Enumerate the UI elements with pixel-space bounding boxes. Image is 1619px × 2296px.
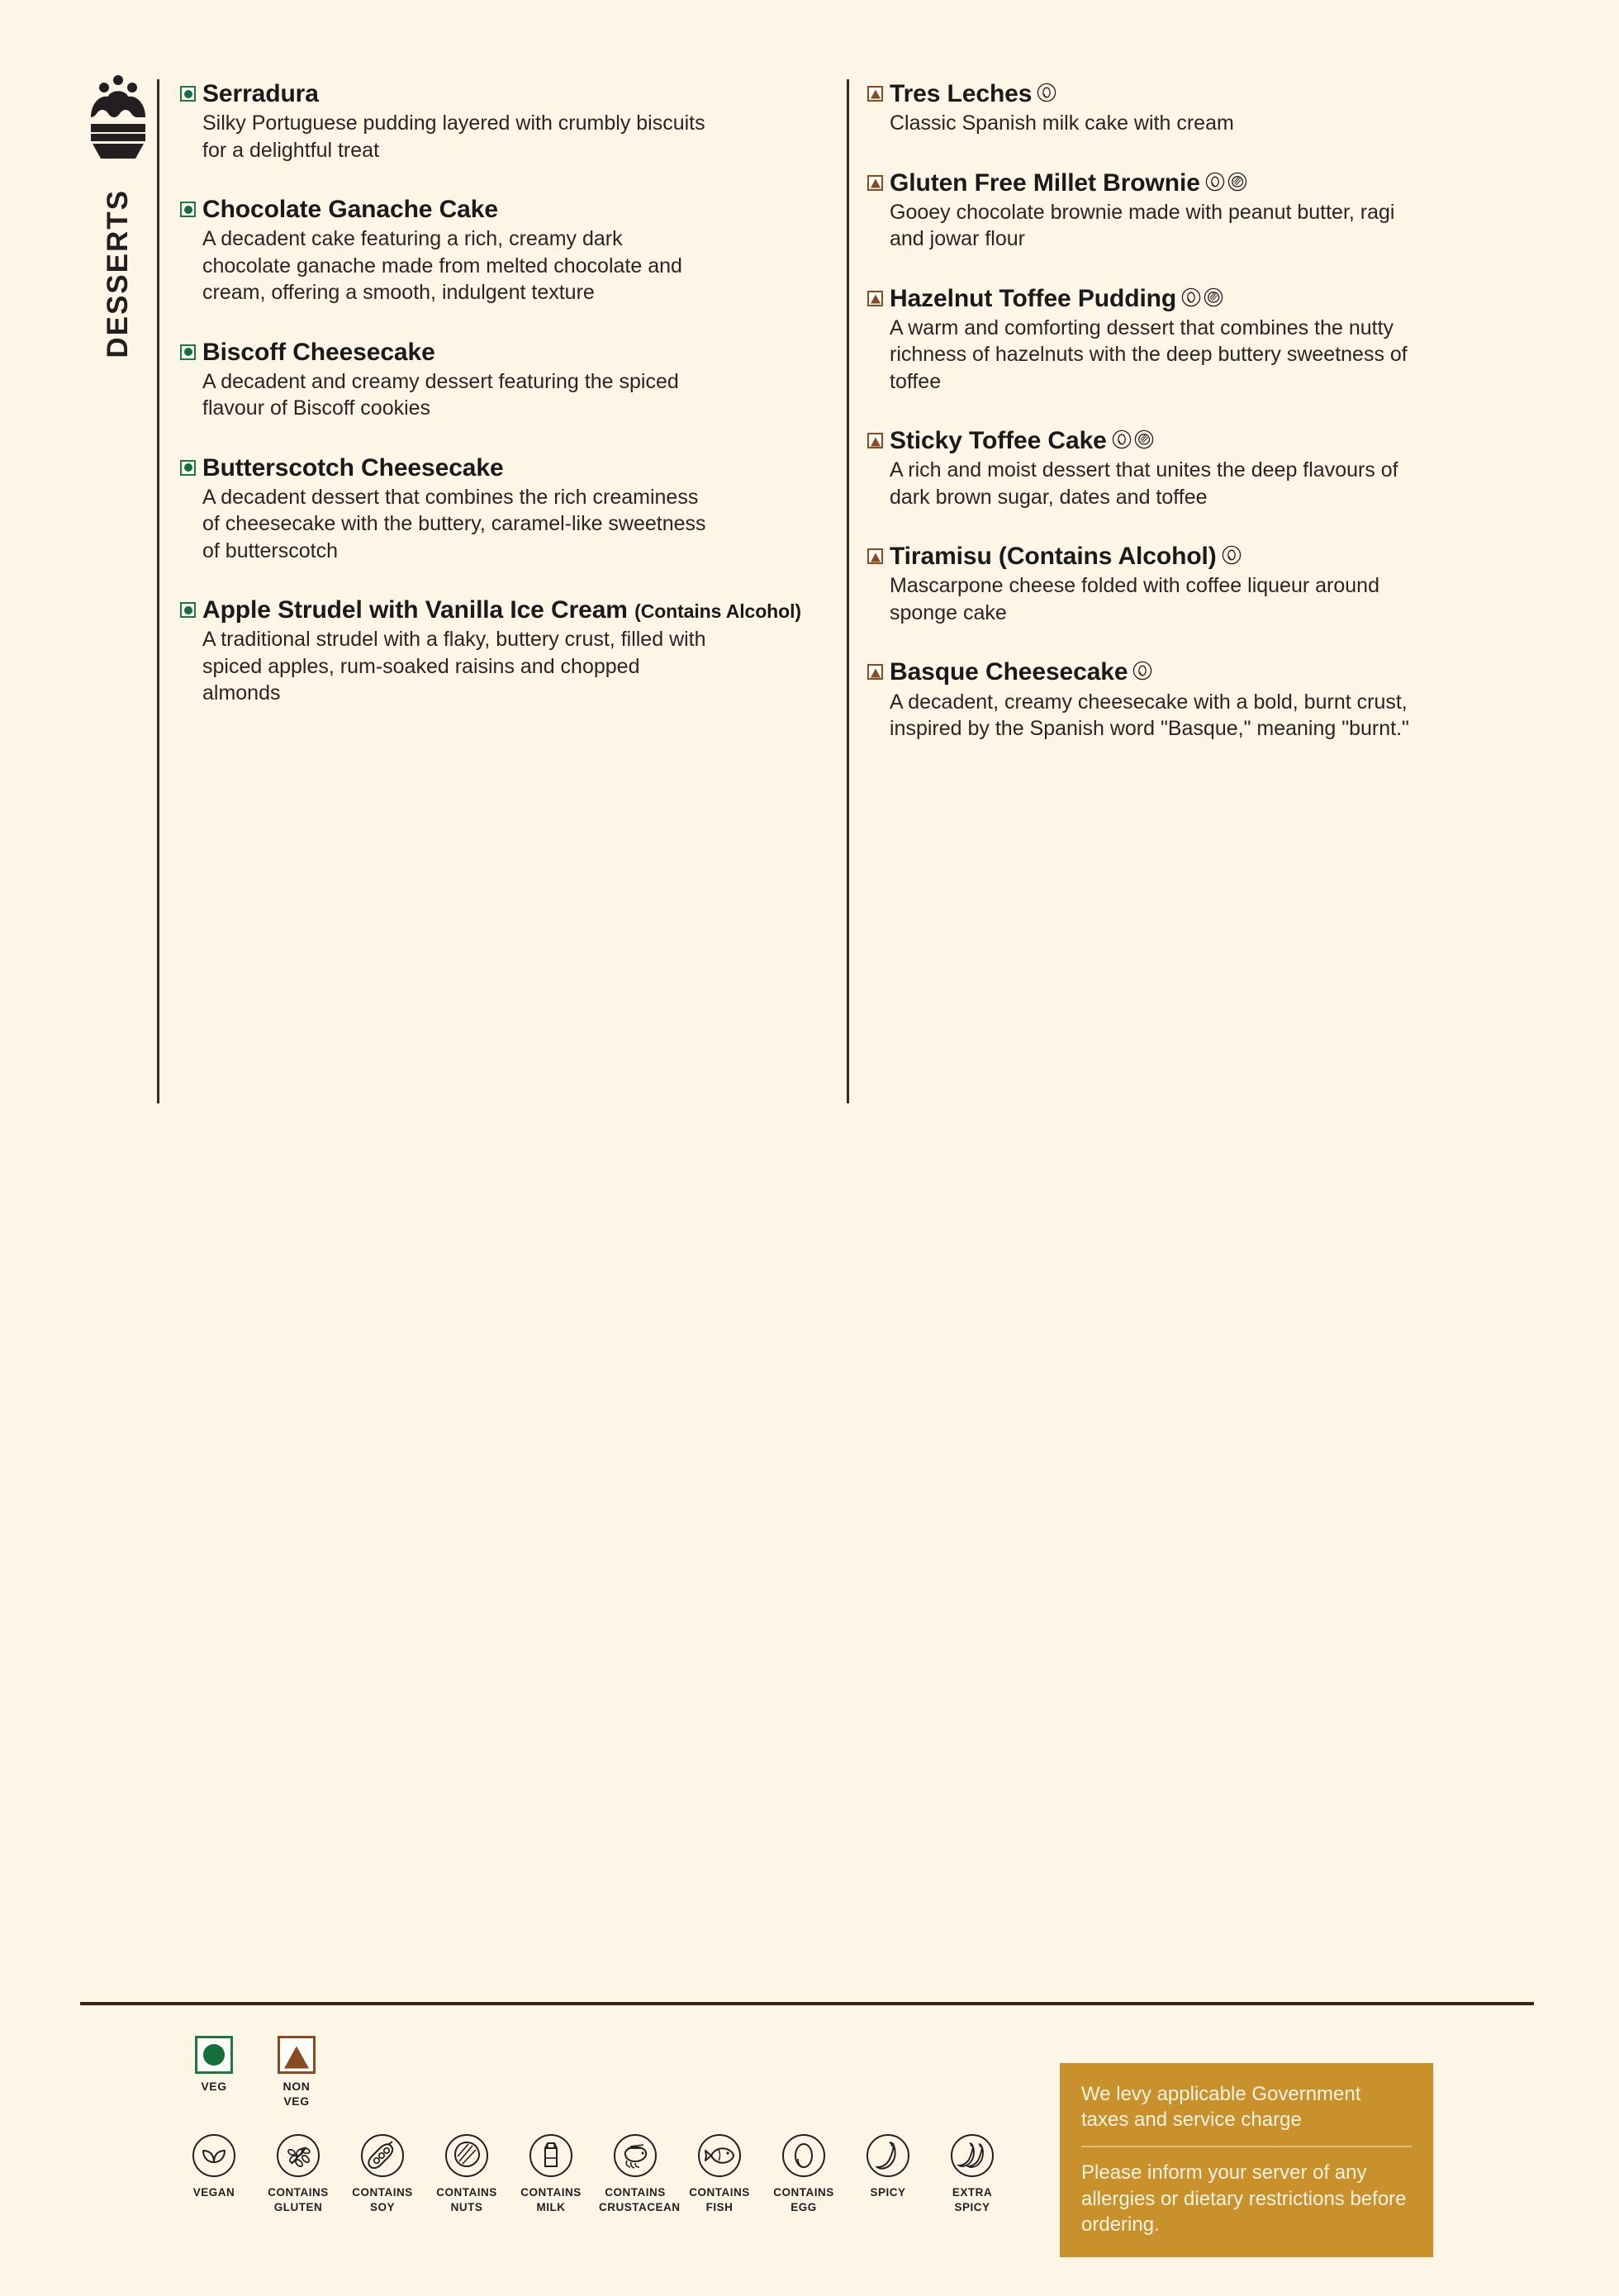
legend-crustacean bbox=[599, 2132, 681, 2215]
menu-item[interactable] bbox=[180, 338, 847, 422]
menu-item[interactable] bbox=[867, 426, 1536, 510]
menu-item-description: Gooey chocolate brownie made with peanut butter, ragi and jowar flour bbox=[890, 200, 1395, 251]
menu-item-name: Biscoff Cheesecake bbox=[202, 338, 435, 366]
menu-item-header bbox=[180, 453, 847, 482]
menu-item-description: A warm and comforting dessert that combines the nutty richness of hazelnuts with the deep buttery sweetness of toffee bbox=[890, 315, 1408, 393]
contains-nuts-icon bbox=[444, 2132, 490, 2179]
menu-item-header bbox=[867, 168, 1536, 197]
non-veg-icon bbox=[867, 664, 883, 680]
menu-item-name: Serradura bbox=[202, 80, 319, 107]
legend-fish bbox=[683, 2132, 756, 2215]
contains-fish-icon bbox=[696, 2132, 743, 2179]
allergen-legend bbox=[178, 2132, 1009, 2215]
legend-vegan bbox=[178, 2132, 250, 2215]
non-veg-icon bbox=[867, 433, 883, 448]
allergy-notice: Please inform your server of any allergies or dietary restrictions before ordering. bbox=[1081, 2161, 1407, 2236]
menu-item-name: Hazelnut Toffee Pudding bbox=[890, 284, 1177, 312]
legend-fish-label: CONTAINS FISH bbox=[689, 2186, 750, 2213]
legend-crustacean-label: CONTAINS CRUSTACEAN bbox=[599, 2186, 681, 2213]
menu-item-description: A rich and moist dessert that unites the deep flavours of dark brown sugar, dates and toffee bbox=[890, 458, 1398, 509]
category-rail bbox=[78, 74, 157, 358]
menu-item-header bbox=[867, 657, 1536, 686]
legend-milk-label: CONTAINS MILK bbox=[520, 2186, 582, 2213]
menu-item-description: A traditional strudel with a flaky, buttery crust, filled with spiced apples, rum-soaked raisins and chopped almonds bbox=[202, 628, 706, 705]
allergen-tags bbox=[1132, 661, 1152, 681]
menu-item-name: Sticky Toffee Cake bbox=[890, 427, 1107, 455]
menu-item-header bbox=[867, 542, 1536, 571]
legend-spicy-label: SPICY bbox=[870, 2186, 906, 2199]
footer-divider bbox=[80, 2002, 1534, 2005]
menu-item[interactable] bbox=[180, 453, 847, 565]
contains-egg-icon bbox=[1037, 83, 1056, 102]
contains-egg-icon bbox=[1205, 172, 1225, 192]
contains-nuts-icon bbox=[1204, 287, 1223, 307]
menu-column-left bbox=[157, 79, 847, 1103]
tax-notice: We levy applicable Government taxes and service charge bbox=[1081, 2083, 1361, 2132]
menu-item[interactable] bbox=[180, 595, 847, 707]
menu-item-header bbox=[180, 338, 847, 367]
menu-item-name-main: Apple Strudel with Vanilla Ice Cream bbox=[202, 596, 628, 624]
contains-gluten-icon bbox=[275, 2132, 321, 2179]
spicy-icon bbox=[865, 2132, 911, 2179]
menu-item[interactable] bbox=[180, 195, 847, 306]
legend-soy-label: CONTAINS SOY bbox=[352, 2186, 413, 2213]
non-veg-icon bbox=[278, 2036, 316, 2074]
legend-gluten-label: CONTAINS GLUTEN bbox=[268, 2186, 329, 2213]
legend-egg bbox=[767, 2132, 840, 2215]
menu-item-header bbox=[180, 79, 847, 108]
extra-spicy-icon bbox=[949, 2132, 995, 2179]
menu-item-name: Chocolate Ganache Cake bbox=[202, 196, 498, 224]
legend-extra-spicy bbox=[936, 2132, 1009, 2215]
notice-box bbox=[1060, 2063, 1433, 2257]
non-veg-icon bbox=[867, 548, 883, 564]
menu-item[interactable] bbox=[867, 657, 1536, 742]
menu-item-name: Tres Leches bbox=[890, 80, 1033, 107]
contains-egg-icon bbox=[1132, 661, 1152, 681]
allergen-tags bbox=[1222, 545, 1242, 565]
menu-item-description: A decadent and creamy dessert featuring the spiced flavour of Biscoff cookies bbox=[202, 369, 679, 420]
contains-milk-icon bbox=[528, 2132, 574, 2179]
category-label: DESSERTS bbox=[101, 189, 134, 358]
menu-item-description: A decadent, creamy cheesecake with a bold, burnt crust, inspired by the Spanish word "Basque," meaning "burnt." bbox=[890, 690, 1409, 741]
menu-item-description: A decadent dessert that combines the rich creaminess of cheesecake with the buttery, caramel-like sweetness of butterscotch bbox=[202, 485, 706, 562]
legend-nuts-label: CONTAINS NUTS bbox=[436, 2186, 497, 2213]
non-veg-icon bbox=[867, 175, 883, 191]
menu-item-name: Gluten Free Millet Brownie bbox=[890, 168, 1200, 197]
menu-item-description: Classic Spanish milk cake with cream bbox=[890, 111, 1234, 135]
non-veg-icon bbox=[867, 86, 883, 102]
menu-item[interactable] bbox=[867, 79, 1536, 137]
menu-item-header bbox=[867, 284, 1536, 313]
allergen-tags bbox=[1205, 172, 1247, 192]
menu-item-description: A decadent cake featuring a rich, creamy dark chocolate ganache made from melted chocolate and cream, offering a smooth, indulgent texture bbox=[202, 227, 682, 305]
allergen-tags bbox=[1112, 429, 1154, 449]
menu-item-description: Mascarpone cheese folded with coffee liqueur around sponge cake bbox=[890, 574, 1379, 624]
veg-icon bbox=[180, 202, 196, 217]
cupcake-icon bbox=[86, 74, 150, 161]
menu-item-name: Butterscotch Cheesecake bbox=[202, 453, 504, 481]
contains-nuts-icon bbox=[1227, 172, 1247, 192]
menu-item-name: Tiramisu (Contains Alcohol) bbox=[890, 543, 1217, 571]
legend-non-veg bbox=[271, 2036, 322, 2109]
menu-item-header bbox=[867, 79, 1536, 108]
legend-egg-label: CONTAINS EGG bbox=[773, 2186, 834, 2213]
contains-crustacean-icon bbox=[612, 2132, 658, 2179]
menu-item[interactable] bbox=[867, 168, 1536, 253]
menu-item[interactable] bbox=[867, 542, 1536, 626]
menu-item-name: Basque Cheesecake bbox=[890, 658, 1128, 686]
menu-item-header bbox=[180, 195, 847, 224]
contains-egg-icon bbox=[1112, 429, 1132, 449]
menu-item-name-suffix: (Contains Alcohol) bbox=[634, 600, 801, 623]
legend-vegan-label: VEGAN bbox=[192, 2186, 235, 2199]
menu-columns bbox=[157, 79, 1536, 1103]
legend-non-veg-label: NON VEG bbox=[282, 2080, 311, 2108]
legend-gluten bbox=[262, 2132, 335, 2215]
notice-divider bbox=[1081, 2146, 1412, 2147]
menu-item[interactable] bbox=[180, 79, 847, 164]
veg-icon bbox=[180, 344, 196, 360]
contains-soy-icon bbox=[359, 2132, 406, 2179]
legend-extra-spicy-label: EXTRA SPICY bbox=[952, 2186, 993, 2213]
menu-item-header bbox=[180, 595, 847, 624]
contains-egg-icon bbox=[1181, 287, 1201, 307]
vegan-icon bbox=[191, 2132, 237, 2179]
contains-nuts-icon bbox=[1134, 429, 1154, 449]
menu-item-description: Silky Portuguese pudding layered with crumbly biscuits for a delightful treat bbox=[202, 111, 705, 162]
veg-icon bbox=[180, 602, 196, 618]
legend-spicy bbox=[852, 2132, 924, 2215]
legend-soy bbox=[346, 2132, 419, 2215]
legend-veg bbox=[188, 2036, 240, 2109]
menu-item-header bbox=[867, 426, 1536, 455]
legend-veg-label: VEG bbox=[201, 2080, 227, 2093]
veg-icon bbox=[195, 2036, 233, 2074]
legend-milk bbox=[515, 2132, 587, 2215]
legend-nuts bbox=[430, 2132, 503, 2215]
veg-icon bbox=[180, 86, 196, 102]
non-veg-icon bbox=[867, 291, 883, 306]
allergen-tags bbox=[1181, 287, 1223, 307]
contains-egg-icon bbox=[781, 2132, 827, 2179]
menu-item[interactable] bbox=[867, 284, 1536, 396]
menu-item-name bbox=[202, 595, 801, 624]
veg-icon bbox=[180, 460, 196, 476]
diet-legend bbox=[188, 2036, 322, 2128]
contains-egg-icon bbox=[1222, 545, 1242, 565]
allergen-tags bbox=[1037, 83, 1056, 102]
menu-column-right bbox=[847, 79, 1536, 1103]
